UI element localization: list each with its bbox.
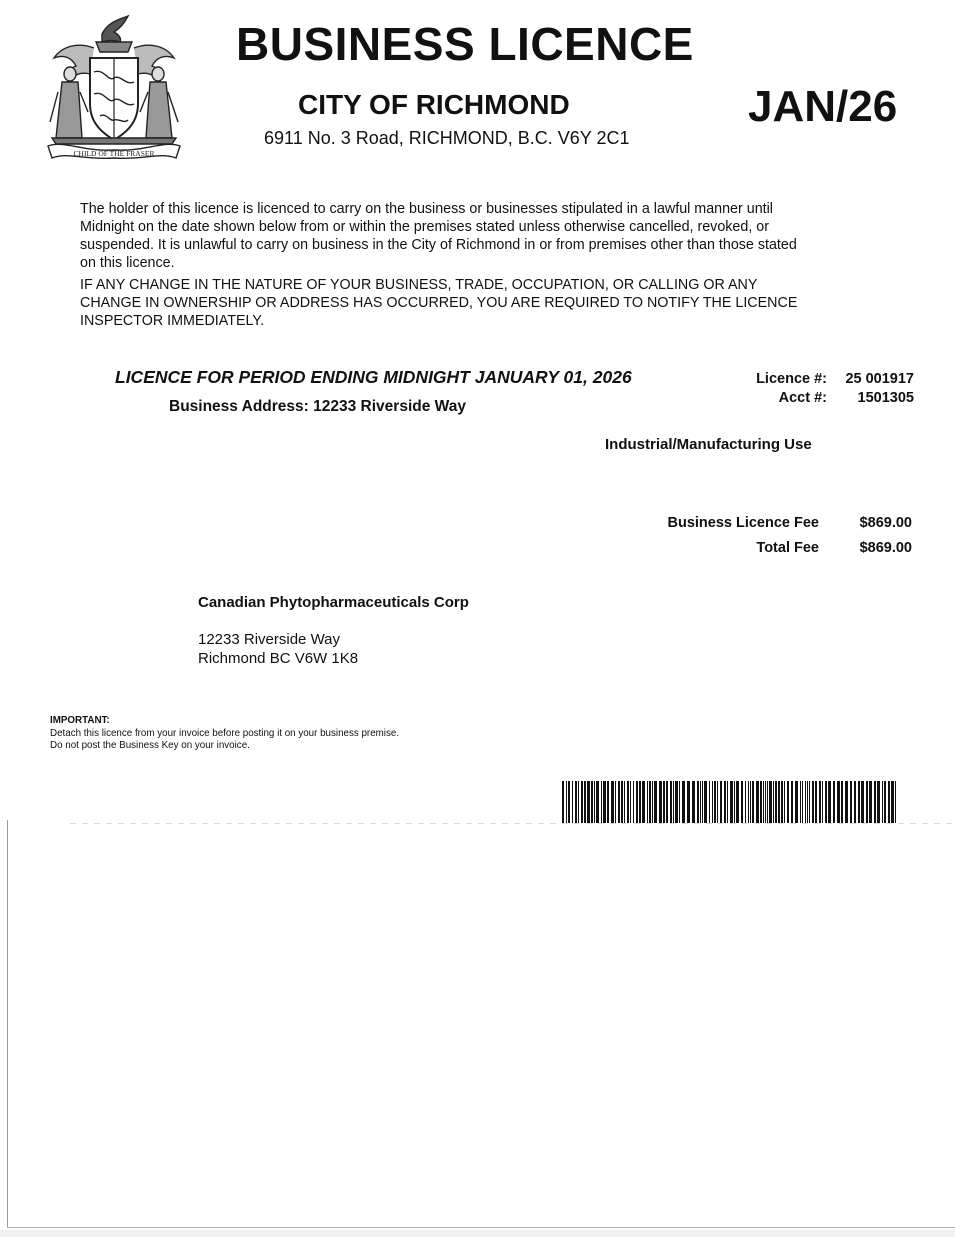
account-number-value: 1501305 [857, 390, 914, 406]
barcode-bar [663, 781, 665, 823]
city-crest-logo [44, 12, 184, 160]
barcode-bar [750, 781, 751, 823]
barcode-bar [825, 781, 827, 823]
issuing-city: CITY OF RICHMOND [298, 89, 570, 120]
barcode-bar [624, 781, 625, 823]
barcode-bar [891, 781, 894, 823]
fee-row [600, 515, 920, 540]
page-edge [7, 820, 8, 1228]
barcode-bar [578, 781, 579, 823]
barcode-bar [652, 781, 653, 823]
change-notice-paragraph: IF ANY CHANGE IN THE NATURE OF YOUR BUSINESS, TRADE, OCCUPATION, OR CALLING OR ANY CHANGE IN OWNERSHIP OR ADDRESS HAS OCCURRED, YOU ARE REQUIRED TO NOTIFY THE LICENCE INSPECTOR IMMEDIATELY. [80, 277, 798, 329]
barcode-bar [717, 781, 718, 823]
fee-row [600, 540, 920, 565]
document-title: BUSINESS LICENCE [236, 18, 694, 70]
barcode-bar [679, 781, 680, 823]
barcode-bar [866, 781, 868, 823]
barcode-bar [618, 781, 620, 823]
barcode-bar [828, 781, 831, 823]
barcode-bar [611, 781, 614, 823]
important-line: Detach this licence from your invoice before posting it on your business premise. [50, 727, 400, 739]
barcode-bar [752, 781, 754, 823]
licence-number-row [735, 370, 925, 389]
barcode-bar [615, 781, 616, 823]
holder-street-address: 12233 Riverside Way [198, 631, 341, 648]
barcode-bar [833, 781, 835, 823]
barcode [562, 781, 900, 823]
barcode-bar [775, 781, 777, 823]
barcode-bar [584, 781, 586, 823]
barcode-bar [621, 781, 623, 823]
licence-period: LICENCE FOR PERIOD ENDING MIDNIGHT JANUARY 01, 2026 [115, 367, 632, 387]
barcode-bar [787, 781, 789, 823]
fee-amount: $869.00 [859, 540, 912, 556]
business-address: Business Address: 12233 Riverside Way [169, 398, 466, 415]
barcode-bar [795, 781, 798, 823]
svg-text:CHILD OF THE FRASER: CHILD OF THE FRASER [73, 149, 155, 158]
licence-holder-name: Canadian Phytopharmaceuticals Corp [198, 594, 469, 611]
barcode-bar [682, 781, 685, 823]
barcode-bar [659, 781, 662, 823]
licence-period-code: JAN/26 [748, 82, 898, 131]
barcode-bar [692, 781, 695, 823]
barcode-bar [815, 781, 817, 823]
barcode-bar [720, 781, 722, 823]
barcode-bar [841, 781, 843, 823]
barcode-bar [591, 781, 593, 823]
page-edge [7, 1227, 955, 1228]
barcode-bar [702, 781, 703, 823]
barcode-bar [647, 781, 648, 823]
barcode-bar [756, 781, 759, 823]
barcode-bar [697, 781, 699, 823]
barcode-bar [807, 781, 808, 823]
barcode-bar [819, 781, 821, 823]
barcode-bar [636, 781, 638, 823]
barcode-bar [666, 781, 668, 823]
barcode-bar [724, 781, 726, 823]
fee-table [600, 515, 920, 565]
barcode-bar [649, 781, 651, 823]
barcode-bar [639, 781, 641, 823]
city-address: 6911 No. 3 Road, RICHMOND, B.C. V6Y 2C1 [264, 128, 630, 148]
barcode-bar [858, 781, 860, 823]
barcode-bar [642, 781, 645, 823]
barcode-bar [882, 781, 883, 823]
important-notice [50, 715, 399, 753]
licence-terms-paragraph: The holder of this licence is licenced to carry on the business or businesses stipulated in a lawful manner until Midnight on the date shown below from or within the premises stated unless otherwise cancelled, revoked, or suspended. It is unlawful to carry on business in the City of Richmond in or from premises other than those stated on this licence. [80, 201, 797, 271]
account-number-row [735, 389, 925, 408]
barcode-bar [594, 781, 595, 823]
barcode-bar [727, 781, 728, 823]
barcode-bar [778, 781, 780, 823]
barcode-bar [572, 781, 573, 823]
fee-label: Total Fee [756, 540, 819, 556]
fee-amount: $869.00 [859, 515, 912, 531]
perforation-line [70, 823, 955, 824]
barcode-bar [765, 781, 766, 823]
barcode-bar [687, 781, 690, 823]
barcode-bar [734, 781, 735, 823]
barcode-bar [607, 781, 609, 823]
barcode-bar [630, 781, 631, 823]
barcode-bar [581, 781, 583, 823]
barcode-bar [736, 781, 739, 823]
barcode-bar [895, 781, 896, 823]
important-line: Do not post the Business Key on your invoice. [50, 740, 250, 751]
barcode-bar [562, 781, 564, 823]
barcode-bar [587, 781, 590, 823]
barcode-bar [673, 781, 674, 823]
barcode-bar [800, 781, 801, 823]
barcode-bar [700, 781, 701, 823]
page-edge [0, 1230, 955, 1237]
barcode-bar [730, 781, 733, 823]
barcode-bar [714, 781, 716, 823]
barcode-bar [596, 781, 599, 823]
barcode-bar [773, 781, 774, 823]
barcode-bar [566, 781, 567, 823]
barcode-bar [675, 781, 678, 823]
barcode-bar [633, 781, 634, 823]
barcode-bar [791, 781, 793, 823]
barcode-bar [877, 781, 880, 823]
barcode-bar [869, 781, 872, 823]
barcode-bar [712, 781, 713, 823]
account-number-label: Acct #: [778, 390, 827, 406]
barcode-bar [670, 781, 672, 823]
barcode-bar [760, 781, 762, 823]
licence-number-label: Licence #: [756, 371, 827, 387]
barcode-bar [568, 781, 570, 823]
barcode-bar [854, 781, 856, 823]
barcode-bar [784, 781, 785, 823]
fee-label: Business Licence Fee [667, 515, 819, 531]
holder-city-postal: Richmond BC V6W 1K8 [198, 650, 359, 667]
barcode-bar [627, 781, 629, 823]
barcode-bar [837, 781, 840, 823]
barcode-bar [805, 781, 806, 823]
barcode-bar [748, 781, 749, 823]
barcode-bar [874, 781, 876, 823]
barcode-bar [601, 781, 602, 823]
barcode-bar [709, 781, 710, 823]
barcode-bar [812, 781, 814, 823]
barcode-bar [809, 781, 810, 823]
barcode-bar [781, 781, 783, 823]
licence-identifiers [735, 370, 925, 408]
barcode-bar [845, 781, 848, 823]
barcode-bar [745, 781, 746, 823]
barcode-bar [802, 781, 803, 823]
barcode-bar [603, 781, 606, 823]
barcode-bar [654, 781, 657, 823]
barcode-bar [704, 781, 707, 823]
licence-number-value: 25 001917 [845, 371, 914, 387]
barcode-bar [763, 781, 764, 823]
barcode-bar [884, 781, 886, 823]
barcode-bar [822, 781, 823, 823]
barcode-bar [769, 781, 772, 823]
business-category: Industrial/Manufacturing Use [605, 436, 812, 453]
barcode-bar [850, 781, 852, 823]
barcode-bar [861, 781, 864, 823]
barcode-bar [767, 781, 768, 823]
barcode-bar [741, 781, 743, 823]
barcode-bar [575, 781, 577, 823]
important-heading: IMPORTANT: [50, 715, 110, 726]
barcode-bar [888, 781, 890, 823]
